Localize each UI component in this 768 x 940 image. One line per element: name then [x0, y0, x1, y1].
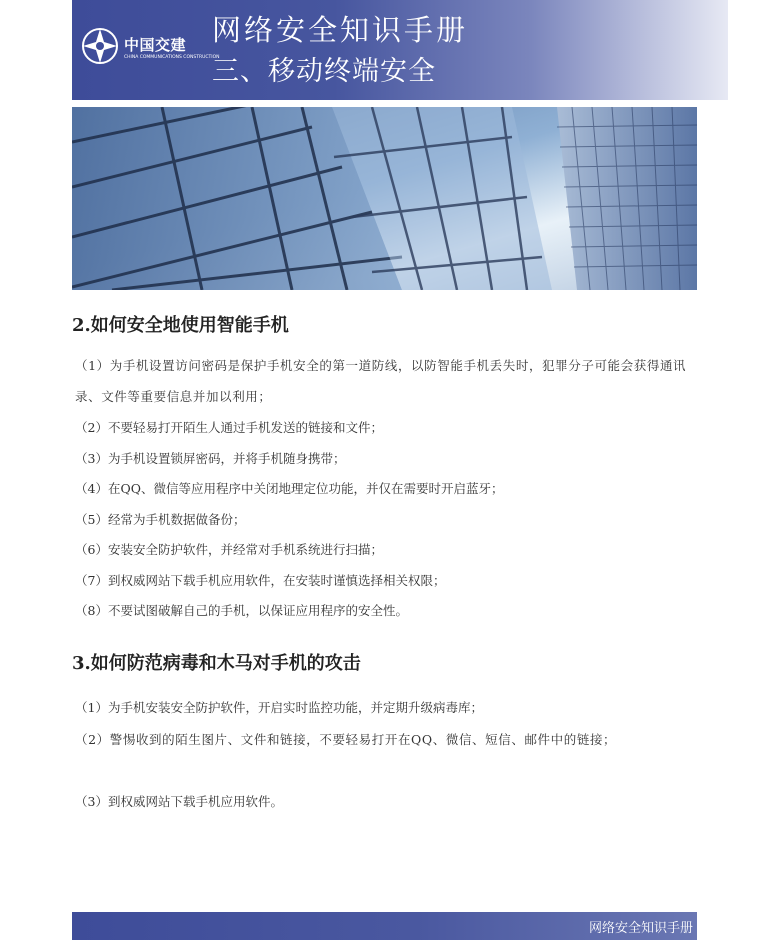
footer-bar: [72, 912, 697, 940]
header-banner: [72, 0, 728, 100]
hero-building-image: [72, 107, 697, 290]
footer-label: 网络安全知识手册: [588, 921, 693, 936]
list-item: （4）在QQ、微信等应用程序中关闭地理定位功能，并仅在需要时开启蓝牙；: [75, 481, 504, 496]
list-item: （1）为手机设置访问密码是保护手机安全的第一道防线，以防智能手机丢失时，犯罪分子可能会获得通讯录、文件等重要信息并加以利用；: [75, 358, 687, 404]
company-logo: [80, 26, 220, 70]
header-subtitle: 三、移动终端安全: [212, 56, 436, 87]
list-item: （3）为手机设置锁屏密码，并将手机随身携带；: [75, 451, 346, 466]
list-item: （5）经常为手机数据做备份；: [75, 512, 246, 527]
section-heading-3: 3.如何防范病毒和木马对手机的攻击: [72, 653, 361, 674]
list-item: （2）不要轻易打开陌生人通过手机发送的链接和文件；: [75, 420, 383, 435]
logo-mark-icon: [80, 26, 120, 66]
section-heading-2: 2.如何安全地使用智能手机: [72, 315, 289, 336]
header-title: 网络安全知识手册: [212, 13, 469, 47]
logo-text-en: CHINA COMMUNICATIONS CONSTRUCTION: [124, 55, 220, 60]
list-item: （6）安装安全防护软件，并经常对手机系统进行扫描；: [75, 542, 383, 557]
list-item: （7）到权威网站下载手机应用软件，在安装时谨慎选择相关权限；: [75, 573, 446, 588]
list-item: （8）不要试图破解自己的手机，以保证应用程序的安全性。: [75, 603, 408, 618]
list-item: （1）为手机安装安全防护软件，开启实时监控功能，并定期升级病毒库；: [75, 700, 483, 715]
logo-text-cn: 中国交建: [124, 36, 187, 54]
list-item: （3）到权威网站下载手机应用软件。: [75, 794, 283, 809]
list-item: （2）警惕收到的陌生图片、文件和链接，不要轻易打开在QQ、微信、短信、邮件中的链接；: [75, 732, 617, 747]
